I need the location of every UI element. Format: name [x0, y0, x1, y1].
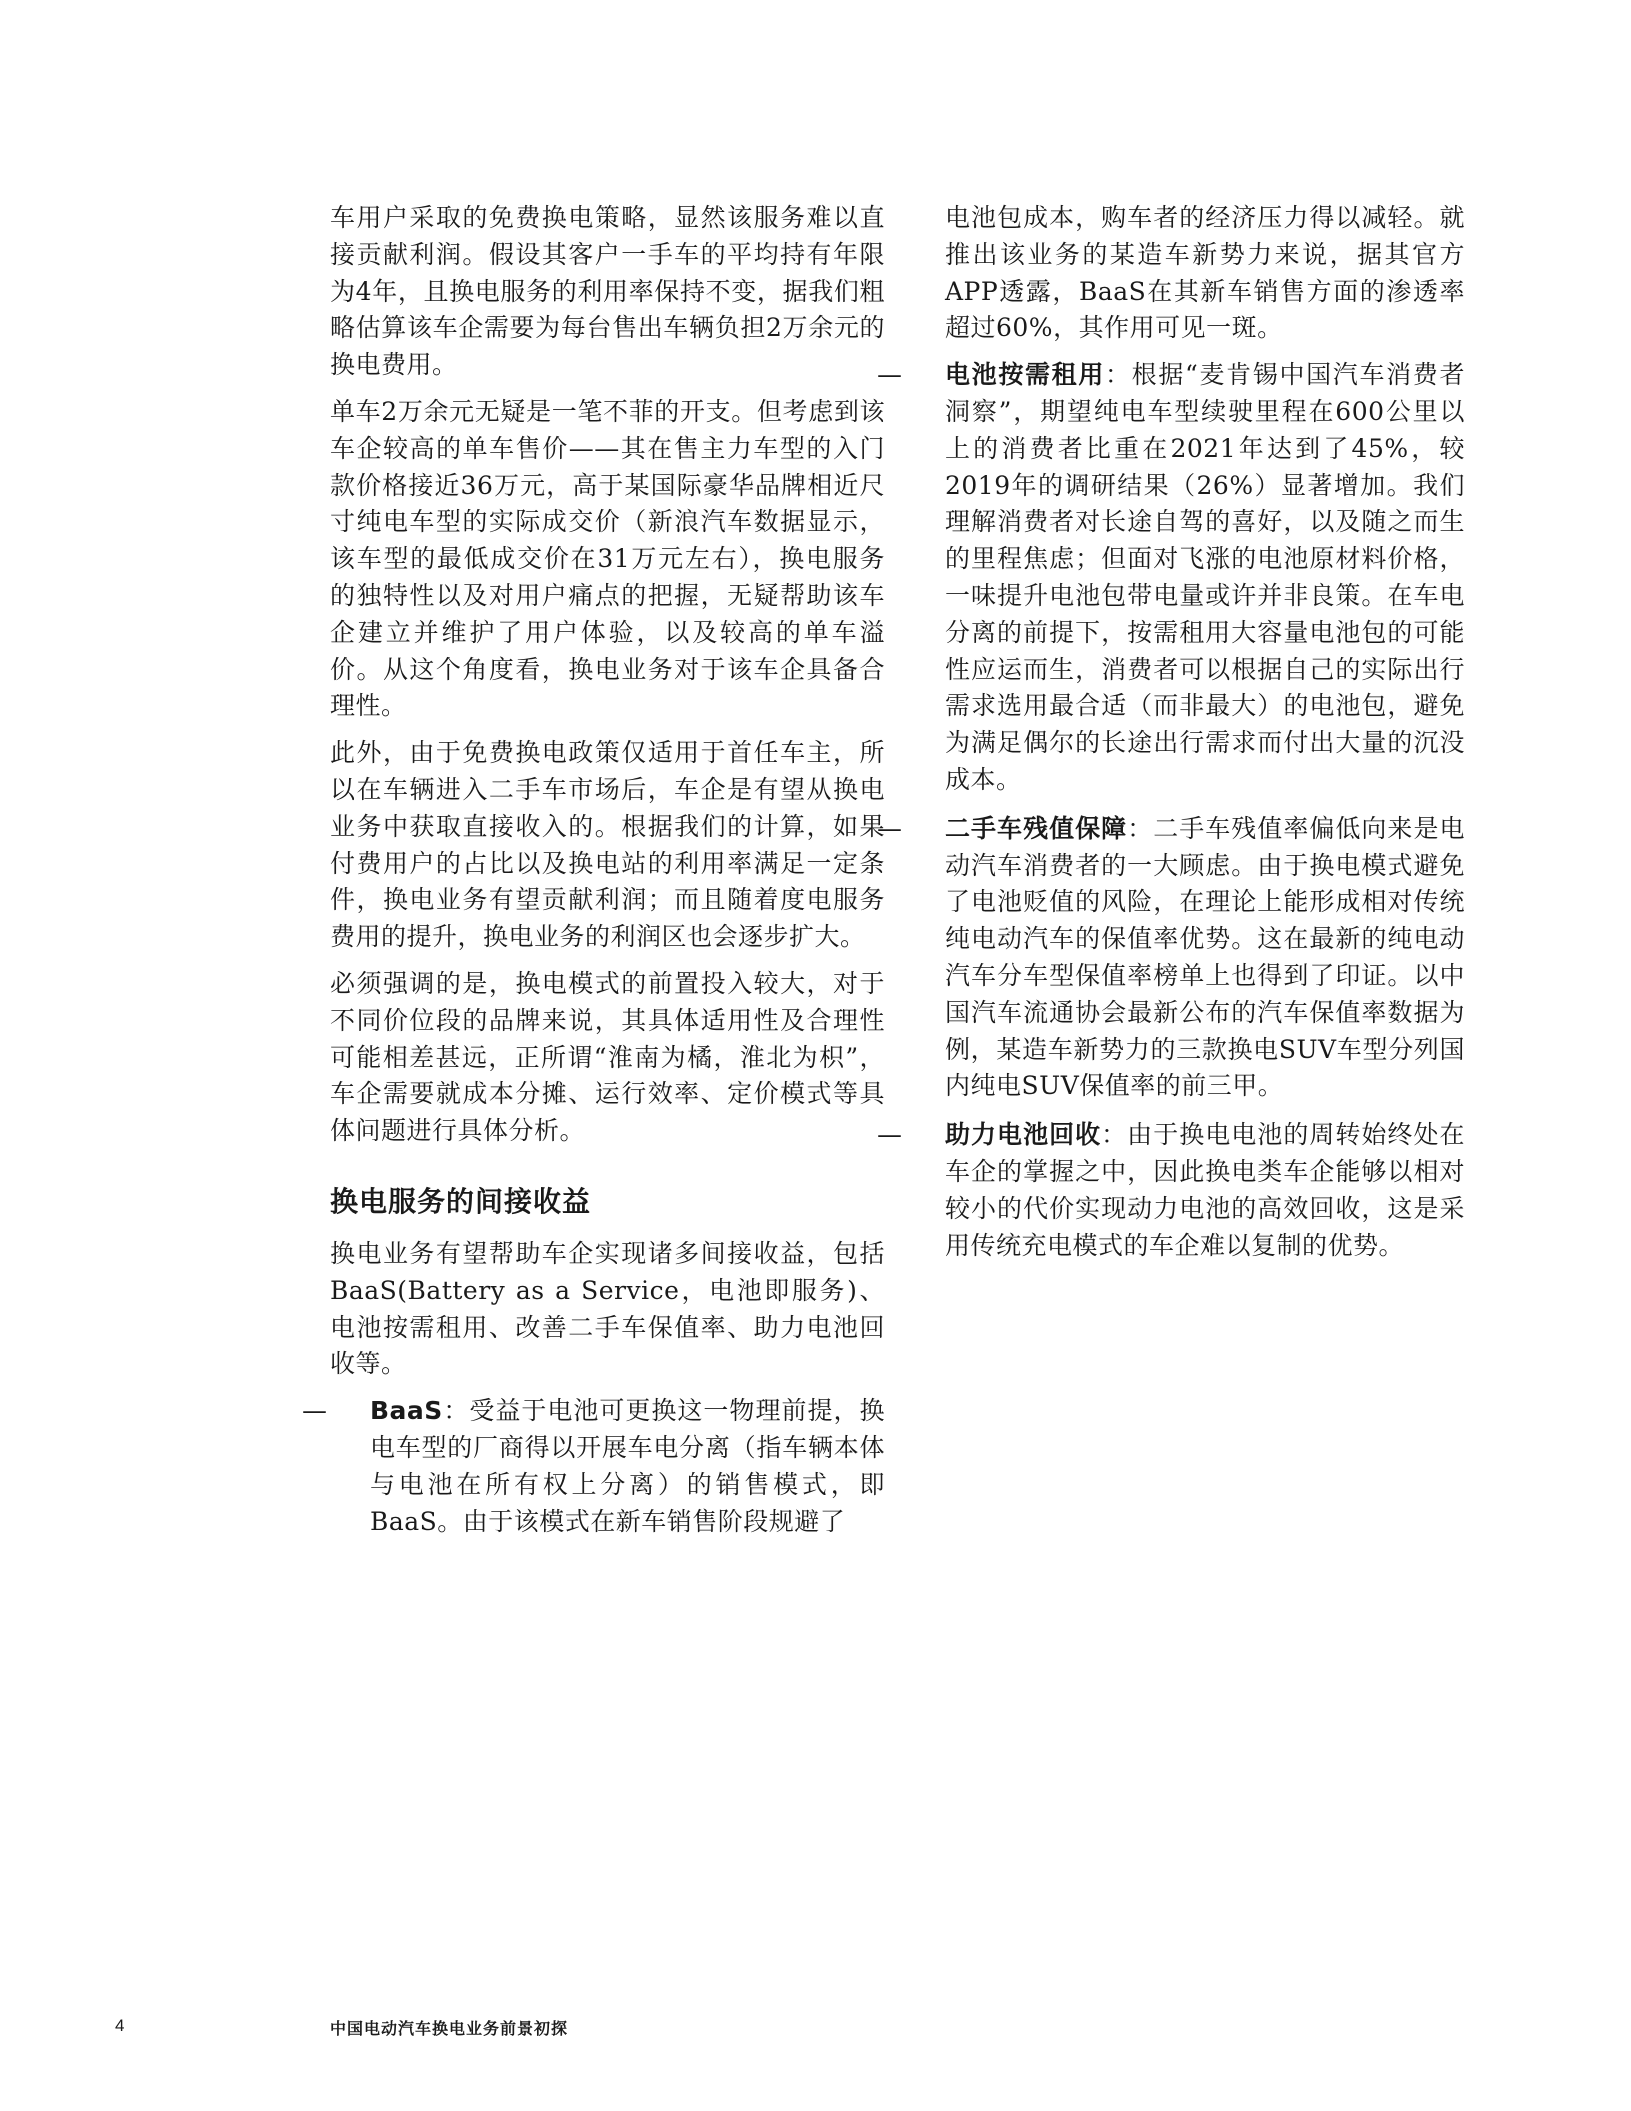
- bullet-body: ：根据“麦肯锡中国汽车消费者洞察”，期望纯电车型续驶里程在600公里以上的消费者比重在2021年达到了45%，较2019年的调研结果（26%）显著增加。我们理解消费者对长途自驾的喜好，以及随之而生的里程焦虑；但面对飞涨的电池原材料价格，一味提升电池包带电量或许并非良策。在车电分离的前提下，按需租用大容量电池包的可能性应运而生，消费者可以根据自己的实际出行需求选用最合适（而非最大）的电池包，避免为满足偶尔的长途出行需求而付出大量的沉没成本。: [945, 360, 1465, 794]
- bullet-term: 电池按需租用: [945, 360, 1106, 390]
- bullet-term: 二手车残值保障: [945, 813, 1128, 843]
- bullet-text: [945, 357, 1465, 799]
- paragraph: 车用户采取的免费换电策略，显然该服务难以直接贡献利润。假设其客户一手车的平均持有年限为4年，且换电服务的利用率保持不变，据我们粗略估算该车企需要为每台售出车辆负担2万余元的换电费用。: [330, 203, 885, 380]
- page-number: 4: [115, 2016, 125, 2035]
- paragraph: 必须强调的是，换电模式的前置投入较大，对于不同价位段的品牌来说，其具体适用性及合理性可能相差甚远，正所谓“淮南为橘，淮北为枳”，车企需要就成本分摊、运行效率、定价模式等具体问题进行具体分析。: [330, 968, 885, 1146]
- bullet-text: [370, 1393, 885, 1540]
- section-heading: 换电服务的间接收益: [330, 1184, 592, 1218]
- bullet-dash: —: [302, 1396, 327, 1426]
- bullet-item-battery-rental: [877, 357, 1465, 799]
- footer-title: 中国电动汽车换电业务前景初探: [330, 2019, 569, 2038]
- bullet-text: [945, 811, 1465, 1105]
- bullet-term: BaaS: [370, 1396, 443, 1426]
- bullet-term: 助力电池回收: [945, 1120, 1102, 1150]
- bullet-body: ：二手车残值率偏低向来是电动汽车消费者的一大顾虑。由于换电模式避免了电池贬值的风险，在理论上能形成相对传统纯电动汽车的保值率优势。这在最新的纯电动汽车分车型保值率榜单上也得到了印证。以中国汽车流通协会最新公布的汽车保值率数据为例，某造车新势力的三款换电SUV车型分列国内纯电SUV保值率的前三甲。: [945, 813, 1465, 1101]
- paragraph-continued: 电池包成本，购车者的经济压力得以减轻。就推出该业务的某造车新势力来说，据其官方APP透露，BaaS在其新车销售方面的渗透率超过60%，其作用可见一斑。: [945, 203, 1465, 343]
- bullet-text: [945, 1117, 1465, 1264]
- bullet-body: ：受益于电池可更换这一物理前提，换电车型的厂商得以开展车电分离（指车辆本体与电池在所有权上分离）的销售模式，即BaaS。由于该模式在新车销售阶段规避了: [370, 1396, 885, 1536]
- page-footer: [0, 2016, 1631, 2046]
- bullet-item-battery-recycling: [877, 1117, 1465, 1264]
- bullet-item-baas: [302, 1393, 885, 1540]
- bullet-body: ：由于换电电池的周转始终处在车企的掌握之中，因此换电类车企能够以相对较小的代价实现动力电池的高效回收，这是采用传统充电模式的车企难以复制的优势。: [945, 1120, 1465, 1260]
- left-column: [302, 200, 885, 1552]
- bullet-dash: —: [877, 813, 902, 843]
- paragraph: 此外，由于免费换电政策仅适用于首任车主，所以在车辆进入二手车市场后，车企是有望从换电业务中获取直接收入的。根据我们的计算，如果付费用户的占比以及换电站的利用率满足一定条件，换电业务有望贡献利润；而且随着度电服务费用的提升，换电业务的利润区也会逐步扩大。: [330, 738, 885, 952]
- bullet-dash: —: [877, 360, 902, 390]
- bullet-item-residual-value: [877, 811, 1465, 1105]
- right-column: [877, 200, 1465, 1276]
- bullet-dash: —: [877, 1120, 902, 1150]
- paragraph: 换电业务有望帮助车企实现诸多间接收益，包括BaaS(Battery as a Service，电池即服务)、电池按需租用、改善二手车保值率、助力电池回收等。: [330, 1238, 885, 1379]
- paragraph: 单车2万余元无疑是一笔不菲的开支。但考虑到该车企较高的单车售价——其在售主力车型的入门款价格接近36万元，高于某国际豪华品牌相近尺寸纯电车型的实际成交价（新浪汽车数据显示，该车型的最低成交价在31万元左右），换电服务的独特性以及对用户痛点的把握，无疑帮助该车企建立并维护了用户体验，以及较高的单车溢价。从这个角度看，换电业务对于该车企具备合理性。: [330, 396, 885, 721]
